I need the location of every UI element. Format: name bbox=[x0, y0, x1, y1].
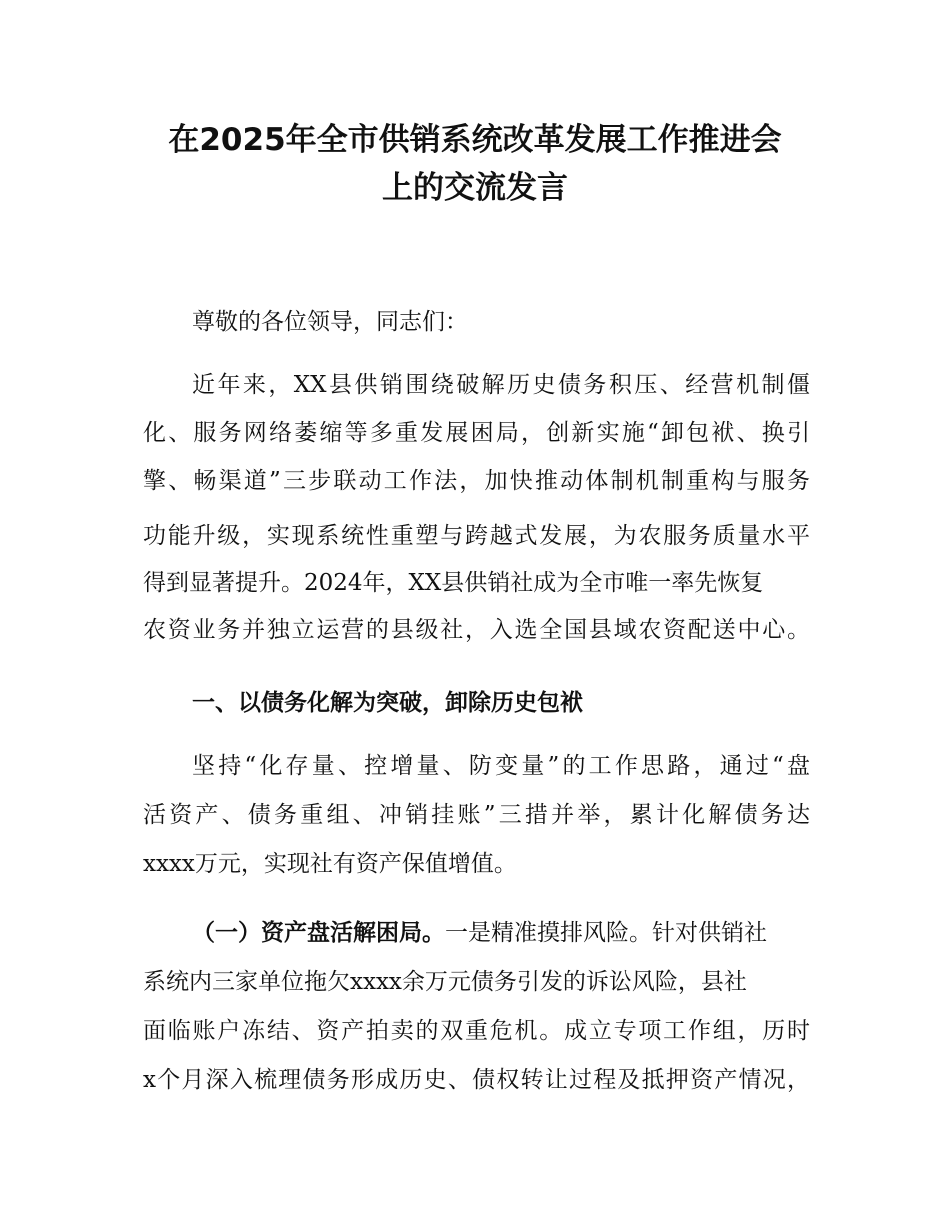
subsection-heading: （一）资产盘活解困局。 bbox=[192, 920, 445, 946]
section1-line: 坚持“化存量、控增量、防变量”的工作思路，通过“盘 bbox=[192, 753, 810, 779]
subsection-text: 一是精准摸排风险。针对供销社 bbox=[445, 920, 767, 946]
intro-line: 农资业务并独立运营的县级社，入选全国县域农资配送中心。 bbox=[143, 617, 810, 643]
intro-line: 近年来，XX县供销围绕破解历史债务积压、经营机制僵 bbox=[192, 372, 810, 398]
intro-line: 擎、畅渠道”三步联动工作法，加快推动体制机制重构与服务 bbox=[143, 468, 810, 494]
document-title-line-1: 在2025年全市供销系统改革发展工作推进会 bbox=[168, 122, 782, 158]
section1-line: 活资产、债务重组、冲销挂账”三措并举，累计化解债务达 bbox=[143, 802, 810, 828]
section-heading-1: 一、以债务化解为突破，卸除历史包袱 bbox=[192, 690, 583, 716]
document-title-line-2: 上的交流发言 bbox=[382, 170, 568, 206]
subsection1-line: 面临账户冻结、资产拍卖的双重危机。成立专项工作组，历时 bbox=[143, 1018, 810, 1044]
salutation: 尊敬的各位领导，同志们： bbox=[192, 309, 468, 335]
intro-line: 功能升级，实现系统性重塑与跨越式发展，为农服务质量水平 bbox=[143, 523, 810, 549]
intro-line: 得到显著提升。2024年，XX县供销社成为全市唯一率先恢复 bbox=[143, 570, 764, 596]
intro-line: 化、服务网络萎缩等多重发展困局，创新实施“卸包袱、换引 bbox=[143, 420, 810, 446]
section1-line: xxxx万元，实现社有资产保值增值。 bbox=[143, 851, 517, 877]
subsection1-line: 系统内三家单位拖欠xxxx余万元债务引发的诉讼风险，县社 bbox=[143, 969, 747, 995]
subsection1-line: x个月深入梳理债务形成历史、债权转让过程及抵押资产情况， bbox=[143, 1067, 810, 1093]
subsection1-first-line bbox=[192, 918, 810, 948]
